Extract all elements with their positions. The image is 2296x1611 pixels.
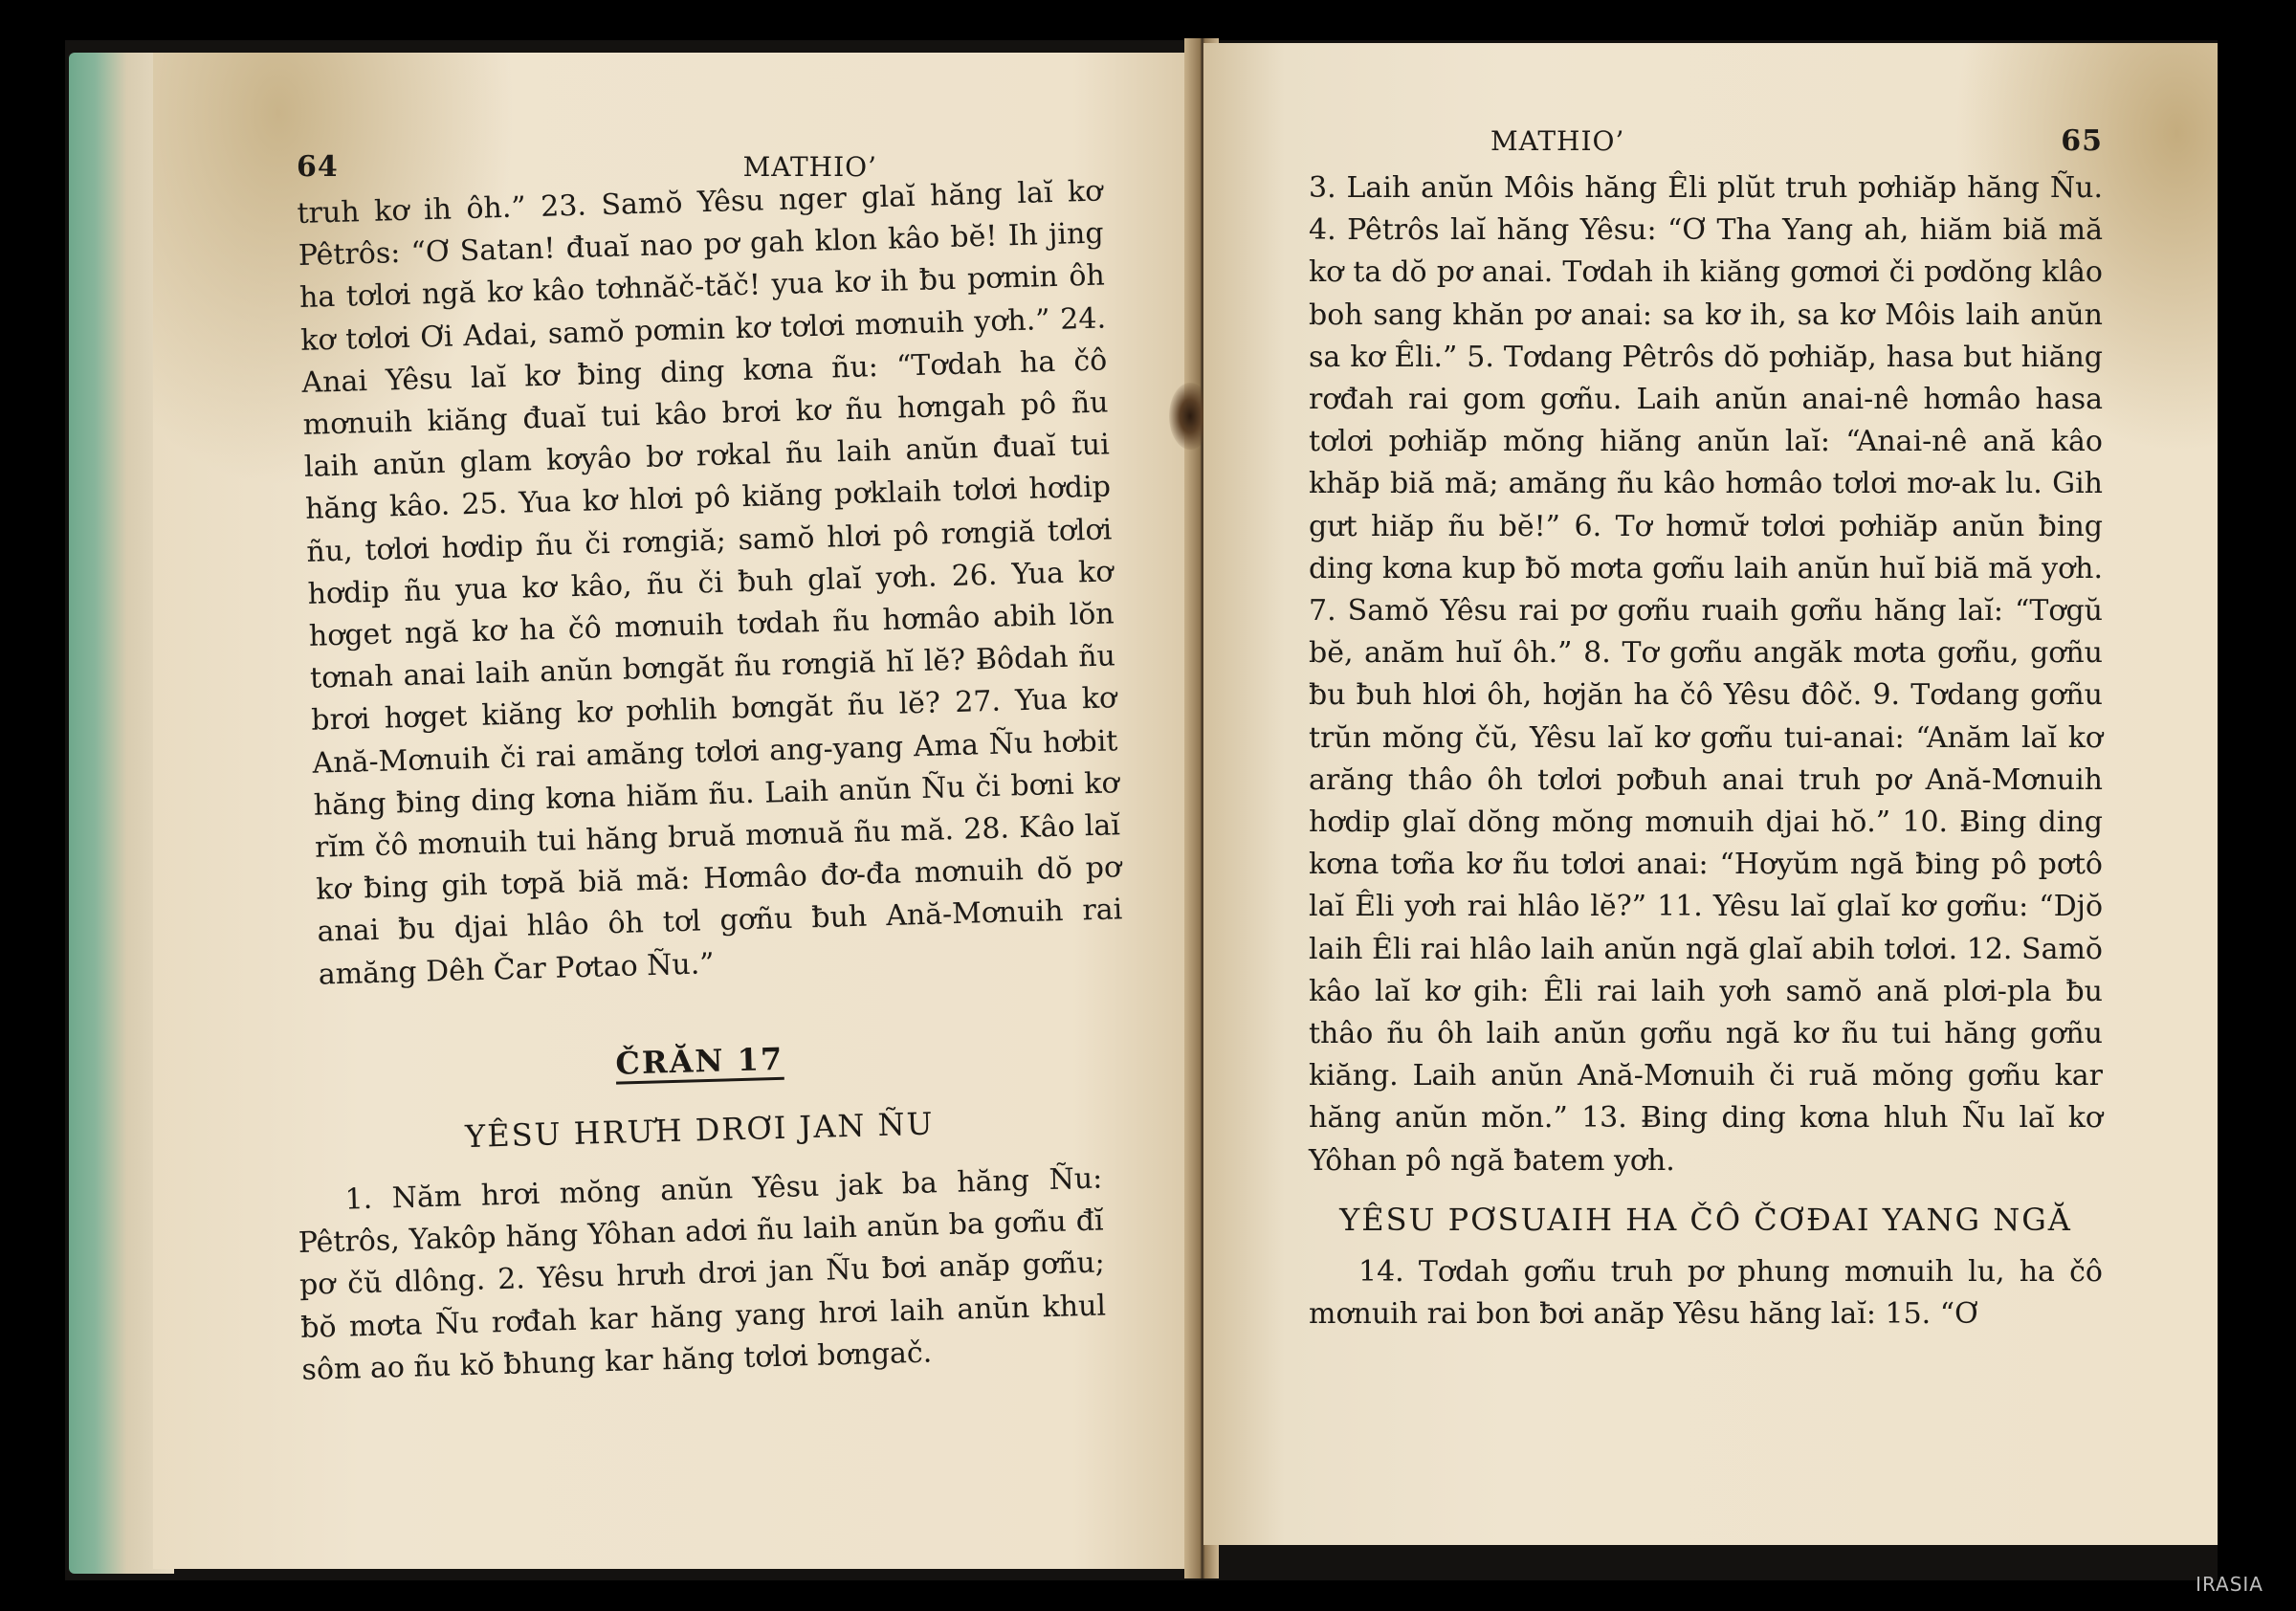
right-page-number: 65: [2061, 124, 2103, 158]
left-body-text: truh kơ ih ôh.” 23. Samŏ Yêsu nger glaĭ hăng laĭ kơ Pêtrôs: “Ơ Satan! đuaĭ nao pơ gah klon kâo bĕ! Ih jing ha tơlơi ngă kơ kâo tơhnăč-tăč! yua kơ ih ƀu pơmin ôh kơ tơlơi Ơi Adai, samŏ pơmin kơ tơlơi mơnuih yơh.” 24. Anai Yêsu laĭ kơ ƀing ding kơna ñu: “Tơdah ha čô mơnuih kiăng đuaĭ tui kâo brơi kơ ñu hơngah pô ñu laih anŭn glam kơyâo bơ rơkal ñu laih anŭn đuaĭ tui hăng kâo. 25. Yua kơ hlơi pô kiăng pơklaih tơlơi hơdip ñu, tơlơi hơdip ñu či rơngiă; samŏ hlơi pô rơngiă tơlơi hơdip ñu yua kơ kâo, ñu či ƀuh glaĭ yơh. 26. Yua kơ hơget ngă kơ ha čô mơnuih tơdah ñu hơmâo abih lŏn tơnah anai laih anŭn bơngăt ñu rơngiă hĭ lĕ? Ƀôdah ñu brơi hơget kiăng kơ pơhlih bơngăt ñu lĕ? 27. Yua kơ Ană-Mơnuih či rai amăng tơlơi ang-yang Ama Ñu hơbit hăng ƀing ding kơna hiăm ñu. Laih anŭn Ñu či bơni kơ rĭm čô mơnuih tui hăng bruă mơnuă ñu mă. 28. Kâo laĭ kơ ƀing gih tơpă biă mă: Hơmâo đơ-đa mơnuih dŏ pơ anai ƀu djai hlâo ôh tơl gơñu ƀuh Ană-Mơnuih rai amăng Dêh Čar Pơtao Ñu.”: [297, 174, 1123, 992]
watermark-text: IRASIA: [2196, 1573, 2263, 1596]
chapter-heading: ČRĂN 17: [614, 1040, 784, 1082]
left-section-body: 1. Năm hrơi mŏng anŭn Yêsu jak ba hăng Ñu: Pêtrôs, Yakôp hăng Yôhan adơi ñu laih anŭn ba gơñu đĭ pơ čŭ dlông. 2. Yêsu hrưh drơi jan Ñu ƀơi anăp gơñu; ƀŏ mơta Ñu rơđah kar hăng yang hrơi laih anŭn khul sôm ao ñu kŏ ƀhung kar hăng tơlơi bơngač.: [298, 1161, 1107, 1387]
left-section-title: YÊSU HRƯH DRƠI JAN ÑU: [464, 1105, 936, 1155]
right-page: [1203, 43, 2218, 1545]
right-running-head: [1309, 124, 2103, 158]
left-page: [153, 53, 1198, 1569]
right-body-text: 3. Laih anŭn Môis hăng Êli plŭt truh pơhiăp hăng Ñu. 4. Pêtrôs laĭ hăng Yêsu: “Ơ Tha Yang ah, hiăm biă mă kơ ta dŏ pơ anai. Tơdah ih kiăng gơmơi či pơdŏng klâo boh sang khăn pơ anai: sa kơ ih, sa kơ Môis laih anŭn sa kơ Êli.” 5. Tơdang Pêtrôs dŏ pơhiăp, hasa but hiăng rơđah rai gom gơñu. Laih anŭn anai-nê hơmâo hasa tơlơi pơhiăp mŏng hiăng anŭn laĭ: “Anai-nê ană kâo khăp biă mă; amăng ñu kâo hơmâo tơlơi mơ-ak lu. Gih gưt hiăp ñu bĕ!” 6. Tơ hơmư̆ tơlơi pơhiăp anŭn ƀing ding kơna kup ƀŏ mơta gơñu laih anŭn huĭ biă mă yơh. 7. Samŏ Yêsu rai pơ gơñu ruaih gơñu hăng laĭ: “Tơgŭ bĕ, anăm huĭ ôh.” 8. Tơ gơñu angăk mơta gơñu, gơñu ƀu ƀuh hlơi ôh, hơjăn ha čô Yêsu đôč. 9. Tơdang gơñu trŭn mŏng čŭ, Yêsu laĭ kơ gơñu tui-anai: “Anăm laĭ kơ arăng thâo ôh tơlơi pơƀuh anai truh pơ Ană-Mơnuih hơdip glaĭ dŏng mŏng mơnuih djai hŏ.” 10. Ƀing ding kơna tơña kơ ñu tơlơi anai: “Hơyŭm ngă ƀing pô pơtô laĭ Êli yơh rai hlâo lĕ?” 11. Yêsu laĭ glaĭ kơ gơñu: “Djŏ laih Êli rai hlâo laih anŭn ngă glaĭ abih tơlơi. 12. Samŏ kâo laĭ kơ gih: Êli rai laih yơh samŏ ană plơi-pla ƀu thâo ñu ôh laih anŭn gơñu ngă kơ ñu tui hăng gơñu kiăng. Laih anŭn Ană-Mơnuih či ruă mŏng gơñu kar hăng anŭn mŏn.” 13. Ƀing ding kơna hluh Ñu laĭ kơ Yôhan pô ngă ƀatem yơh.: [1309, 171, 2103, 1178]
right-section-title: YÊSU PƠSUAIH HA ČÔ ČƠĐAI YANG NGĂ: [1339, 1201, 2072, 1238]
left-page-number: 64: [297, 150, 339, 184]
left-running-title: MATHIO’: [742, 151, 877, 183]
right-section-body: 14. Tơdah gơñu truh pơ phung mơnuih lu, ha čô mơnuih rai bon ƀơi anăp Yêsu hăng laĭ: 15. “Ơ: [1309, 1254, 2103, 1332]
right-running-title: MATHIO’: [1490, 125, 1625, 157]
